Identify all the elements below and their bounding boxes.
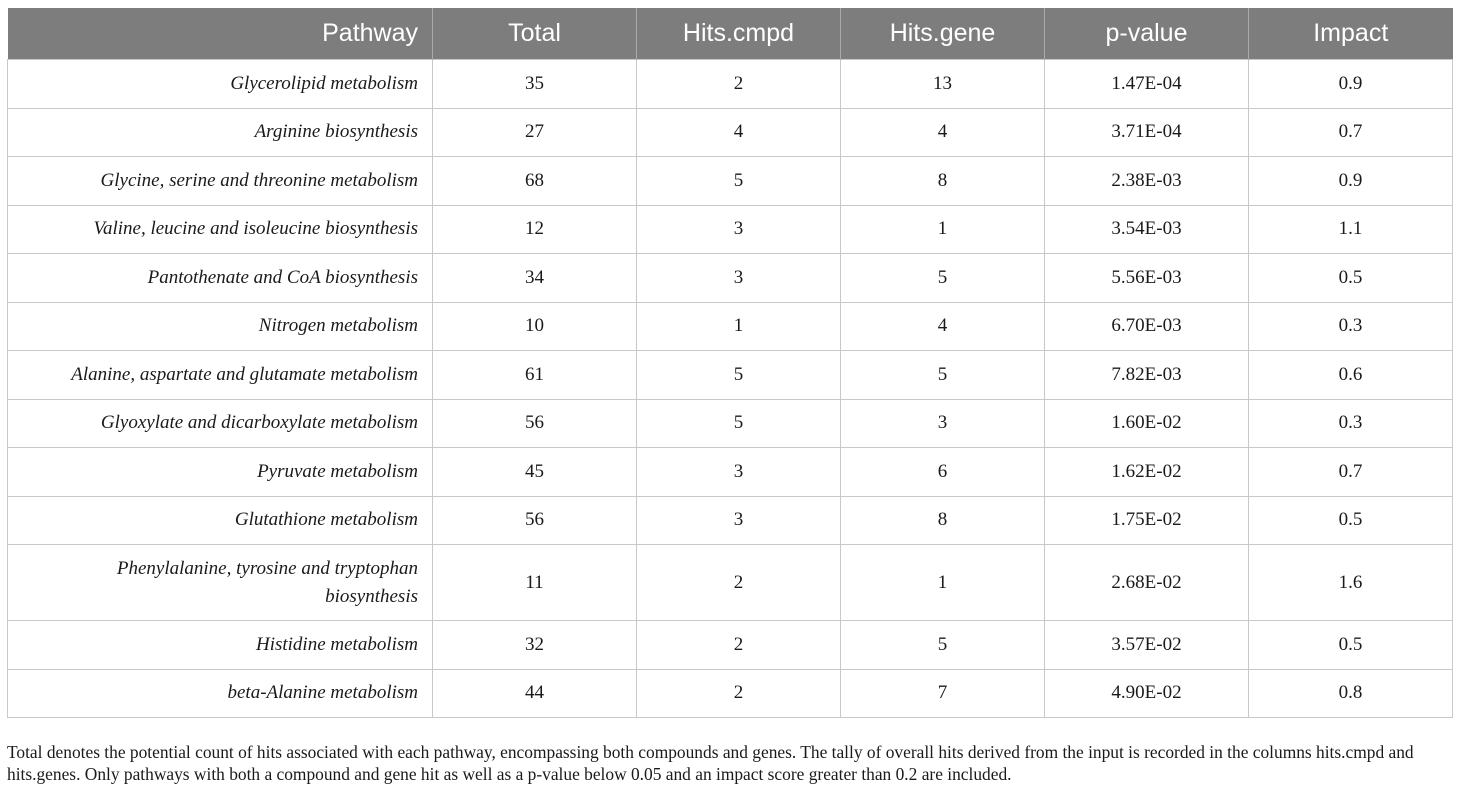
cell-pathway: Pantothenate and CoA biosynthesis — [8, 254, 433, 303]
cell-impact: 0.9 — [1249, 157, 1453, 206]
cell-hits-cmpd: 2 — [637, 621, 841, 670]
table-footnote: Total denotes the potential count of hits associated with each pathway, encompassing both compounds and genes. The tally of overall hits derived from the input is recorded in the columns hits.cmpd and hits.genes. Only pathways with both a compound and gene hit as well as a p-value below 0.05 and an impact score greater than 0.2 are included. — [7, 742, 1414, 785]
table-row — [8, 448, 1453, 497]
cell-total: 56 — [433, 399, 637, 448]
cell-impact: 0.5 — [1249, 621, 1453, 670]
cell-hits-gene: 8 — [841, 157, 1045, 206]
table-row — [8, 669, 1453, 718]
cell-impact: 0.5 — [1249, 496, 1453, 545]
cell-p-value: 3.54E-03 — [1045, 205, 1249, 254]
cell-total: 61 — [433, 351, 637, 400]
cell-impact: 0.7 — [1249, 448, 1453, 497]
header-row — [8, 8, 1453, 60]
header-total: Total — [433, 8, 637, 60]
cell-impact: 1.1 — [1249, 205, 1453, 254]
cell-hits-cmpd: 3 — [637, 496, 841, 545]
cell-impact: 0.3 — [1249, 399, 1453, 448]
header-hits-cmpd: Hits.cmpd — [637, 8, 841, 60]
cell-total: 32 — [433, 621, 637, 670]
cell-total: 27 — [433, 108, 637, 157]
cell-total: 44 — [433, 669, 637, 718]
cell-hits-cmpd: 3 — [637, 254, 841, 303]
cell-impact: 0.8 — [1249, 669, 1453, 718]
cell-hits-cmpd: 3 — [637, 448, 841, 497]
cell-total: 68 — [433, 157, 637, 206]
cell-p-value: 1.75E-02 — [1045, 496, 1249, 545]
table-row — [8, 60, 1453, 109]
cell-hits-gene: 5 — [841, 254, 1045, 303]
cell-pathway: Nitrogen metabolism — [8, 302, 433, 351]
table-row — [8, 496, 1453, 545]
cell-hits-cmpd: 2 — [637, 60, 841, 109]
cell-p-value: 3.71E-04 — [1045, 108, 1249, 157]
table-row — [8, 399, 1453, 448]
cell-pathway: Valine, leucine and isoleucine biosynthesis — [8, 205, 433, 254]
cell-hits-cmpd: 5 — [637, 399, 841, 448]
cell-pathway: Glycerolipid metabolism — [8, 60, 433, 109]
cell-hits-cmpd: 5 — [637, 351, 841, 400]
cell-total: 56 — [433, 496, 637, 545]
cell-total: 34 — [433, 254, 637, 303]
header-pathway: Pathway — [8, 8, 433, 60]
cell-hits-gene: 7 — [841, 669, 1045, 718]
cell-pathway: Pyruvate metabolism — [8, 448, 433, 497]
cell-pathway: Glyoxylate and dicarboxylate metabolism — [8, 399, 433, 448]
table-row — [8, 205, 1453, 254]
cell-hits-gene: 6 — [841, 448, 1045, 497]
cell-p-value: 2.38E-03 — [1045, 157, 1249, 206]
cell-hits-cmpd: 2 — [637, 669, 841, 718]
cell-hits-gene: 8 — [841, 496, 1045, 545]
cell-total: 12 — [433, 205, 637, 254]
cell-pathway: Glycine, serine and threonine metabolism — [8, 157, 433, 206]
header-hits-gene: Hits.gene — [841, 8, 1045, 60]
cell-pathway: beta-Alanine metabolism — [8, 669, 433, 718]
table-row — [8, 254, 1453, 303]
cell-pathway: Histidine metabolism — [8, 621, 433, 670]
pathway-table-container — [7, 8, 1452, 718]
table-row — [8, 302, 1453, 351]
cell-impact: 0.3 — [1249, 302, 1453, 351]
cell-hits-gene: 13 — [841, 60, 1045, 109]
cell-p-value: 1.62E-02 — [1045, 448, 1249, 497]
cell-hits-cmpd: 4 — [637, 108, 841, 157]
table-body — [8, 60, 1453, 718]
cell-hits-gene: 3 — [841, 399, 1045, 448]
cell-p-value: 3.57E-02 — [1045, 621, 1249, 670]
cell-pathway: Arginine biosynthesis — [8, 108, 433, 157]
cell-hits-cmpd: 1 — [637, 302, 841, 351]
cell-p-value: 1.60E-02 — [1045, 399, 1249, 448]
cell-p-value: 2.68E-02 — [1045, 545, 1249, 621]
cell-impact: 0.5 — [1249, 254, 1453, 303]
cell-impact: 0.7 — [1249, 108, 1453, 157]
cell-total: 35 — [433, 60, 637, 109]
table-row — [8, 108, 1453, 157]
cell-impact: 0.6 — [1249, 351, 1453, 400]
cell-hits-gene: 4 — [841, 108, 1045, 157]
cell-p-value: 4.90E-02 — [1045, 669, 1249, 718]
cell-hits-gene: 5 — [841, 621, 1045, 670]
cell-impact: 1.6 — [1249, 545, 1453, 621]
cell-p-value: 6.70E-03 — [1045, 302, 1249, 351]
table-row — [8, 351, 1453, 400]
cell-pathway: Phenylalanine, tyrosine and tryptophan biosynthesis — [8, 545, 433, 621]
cell-total: 10 — [433, 302, 637, 351]
table-header — [8, 8, 1453, 60]
cell-hits-cmpd: 2 — [637, 545, 841, 621]
cell-total: 45 — [433, 448, 637, 497]
cell-pathway: Glutathione metabolism — [8, 496, 433, 545]
cell-hits-gene: 4 — [841, 302, 1045, 351]
cell-hits-cmpd: 5 — [637, 157, 841, 206]
table-row — [8, 545, 1453, 621]
cell-impact: 0.9 — [1249, 60, 1453, 109]
cell-hits-gene: 1 — [841, 205, 1045, 254]
cell-hits-cmpd: 3 — [637, 205, 841, 254]
cell-hits-gene: 1 — [841, 545, 1045, 621]
table-row — [8, 621, 1453, 670]
header-impact: Impact — [1249, 8, 1453, 60]
cell-pathway: Alanine, aspartate and glutamate metabolism — [8, 351, 433, 400]
header-p-value: p-value — [1045, 8, 1249, 60]
pathway-table — [7, 8, 1453, 718]
cell-p-value: 5.56E-03 — [1045, 254, 1249, 303]
table-row — [8, 157, 1453, 206]
cell-total: 11 — [433, 545, 637, 621]
cell-p-value: 1.47E-04 — [1045, 60, 1249, 109]
cell-p-value: 7.82E-03 — [1045, 351, 1249, 400]
cell-hits-gene: 5 — [841, 351, 1045, 400]
